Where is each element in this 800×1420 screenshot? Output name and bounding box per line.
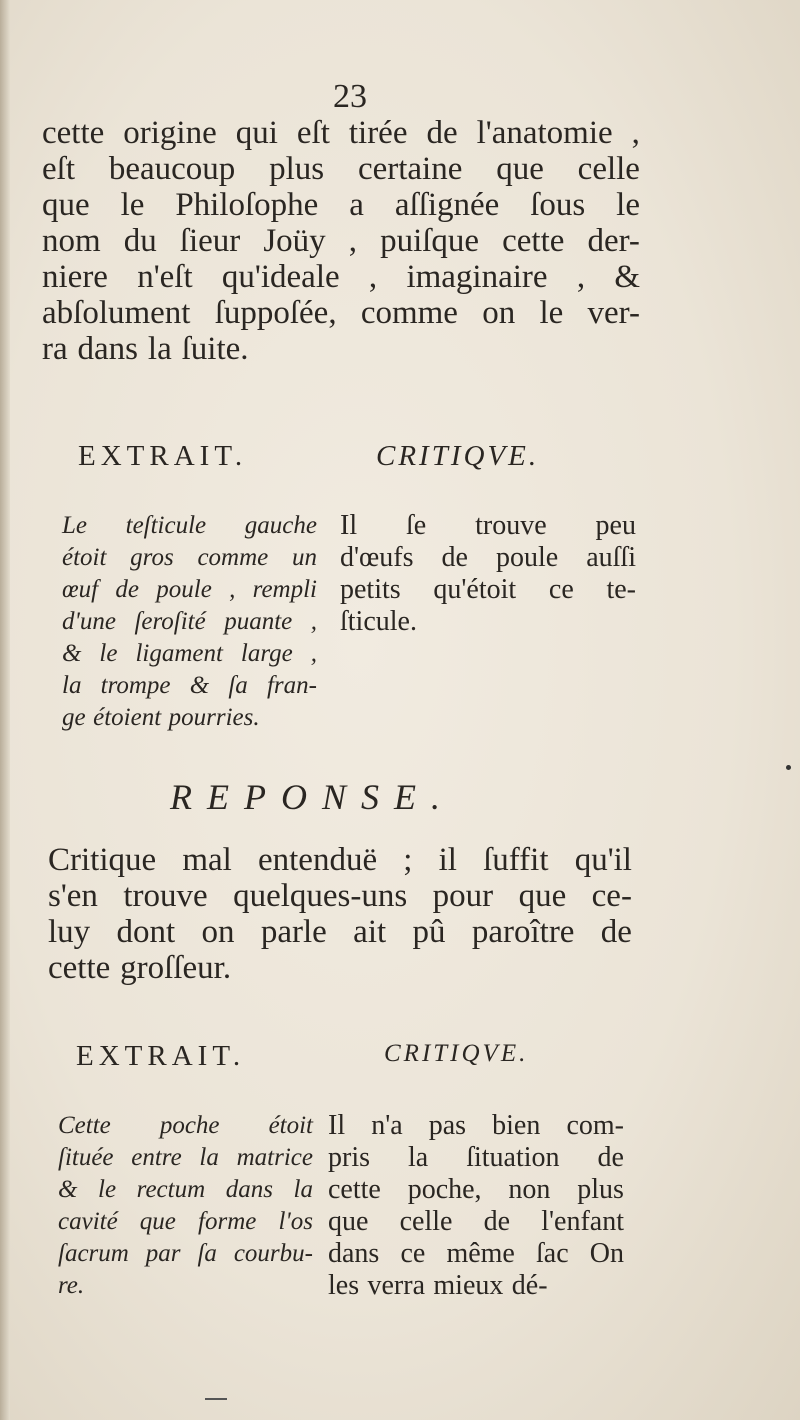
text-line: que le Philoſophe a aſſignée ſous le (42, 187, 640, 223)
reponse-heading: REPONSE. (170, 777, 455, 817)
text-line: que celle de l'enfant (328, 1206, 624, 1237)
text-line: ſituée entre la matrice (58, 1144, 313, 1171)
text-line: cette groſſeur. (48, 950, 232, 986)
text-line: abſolument ſuppoſée, comme on le ver- (42, 295, 640, 331)
section-1-extrait-text (62, 510, 317, 734)
page-gutter (0, 0, 10, 1420)
text-line: eſt beaucoup plus certaine que celle (42, 151, 640, 187)
text-line: d'œufs de poule auſſi (340, 542, 636, 573)
text-line: Il ſe trouve peu (340, 510, 636, 541)
text-line: re. (58, 1272, 85, 1299)
text-line: ſacrum par ſa courbu- (58, 1240, 313, 1267)
text-line: s'en trouve quelques-uns pour que ce- (48, 878, 632, 914)
text-line: étoit gros comme un (62, 544, 317, 571)
text-line: cavité que forme l'os (58, 1208, 313, 1235)
section-2-extrait-text (58, 1110, 313, 1302)
section-2-critique-heading: CRITIQVE. (384, 1040, 529, 1067)
text-line: pris la ſituation de (328, 1142, 624, 1173)
text-line: cette origine qui eſt tirée de l'anatomie , (42, 115, 640, 151)
text-line: niere n'eſt qu'ideale , imaginaire , & (42, 259, 640, 295)
text-line: & le ligament large , (62, 640, 317, 667)
page-number: 23 (333, 78, 367, 115)
text-line: d'une ſeroſité puante , (62, 608, 317, 635)
text-line: Le teſticule gauche (62, 512, 317, 539)
text-line: petits qu'étoit ce te- (340, 574, 636, 605)
section-1-critique-heading: CRITIQVE. (376, 440, 540, 472)
paragraph-1 (42, 115, 640, 367)
text-line: Cette poche étoit (58, 1112, 313, 1139)
text-line: dans ce même ſac On (328, 1238, 624, 1269)
text-line: nom du ſieur Joüy , puiſque cette der- (42, 223, 640, 259)
paragraph-2 (48, 842, 632, 986)
text-line: ge étoient pourries. (62, 704, 260, 731)
text-line: les verra mieux dé- (328, 1270, 548, 1301)
text-line: Il n'a pas bien com- (328, 1110, 624, 1141)
text-line: la trompe & ſa fran- (62, 672, 317, 699)
text-line: œuf de poule , rempli (62, 576, 317, 603)
section-2-critique-text (328, 1110, 624, 1302)
ink-speck (786, 765, 791, 770)
text-line: Critique mal entenduë ; il ſuffit qu'il (48, 842, 632, 878)
text-line: ra dans la ſuite. (42, 331, 249, 367)
text-line: & le rectum dans la (58, 1176, 313, 1203)
text-line: ſticule. (340, 606, 417, 637)
section-1-extrait-heading: EXTRAIT. (78, 440, 248, 472)
text-line: cette poche, non plus (328, 1174, 624, 1205)
section-2-extrait-heading: EXTRAIT. (76, 1040, 246, 1072)
section-1-critique-text (340, 510, 636, 638)
catchword-mark (205, 1398, 227, 1400)
text-line: luy dont on parle ait pû paroître de (48, 914, 632, 950)
